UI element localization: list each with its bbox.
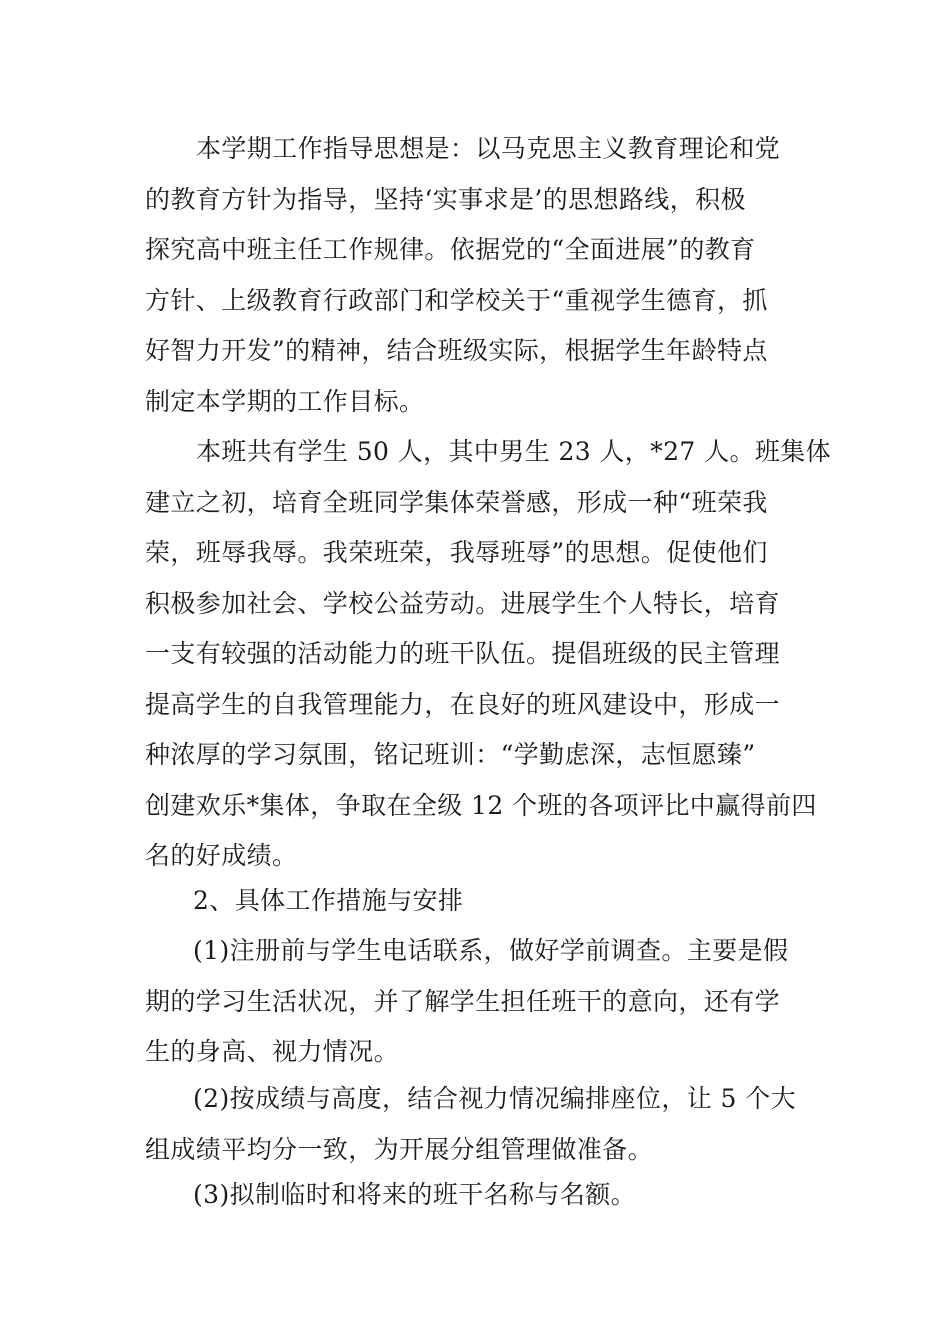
text-line: 提高学生的自我管理能力，在良好的班风建设中，形成一 bbox=[145, 689, 781, 719]
text-line: 方针、上级教育行政部门和学校关于“重视学生德育，抓 bbox=[145, 285, 768, 315]
text-line: 生的身高、视力情况。 bbox=[145, 1037, 400, 1066]
text-line: 创建欢乐*集体，争取在全级 12 个班的各项评比中赢得前四 bbox=[145, 790, 817, 820]
text-line: 种浓厚的学习氛围，铭记班训：“学勤虑深，志恒愿臻” bbox=[145, 740, 756, 769]
text-line: 期的学习生活状况，并了解学生担任班干的意向，还有学 bbox=[145, 986, 781, 1016]
text-line: 本学期工作指导思想是：以马克思主义教育理论和党 bbox=[196, 134, 781, 163]
text-line: 制定本学期的工作目标。 bbox=[145, 386, 425, 416]
text-line: 2、具体工作措施与安排 bbox=[193, 886, 464, 915]
section-heading bbox=[145, 876, 807, 927]
text-line: 积极参加社会、学校公益劳动。进展学生个人特长，培育 bbox=[145, 588, 781, 618]
paragraph-step-2 bbox=[145, 1074, 807, 1175]
text-line: 名的好成绩。 bbox=[145, 841, 298, 870]
paragraph-step-3 bbox=[145, 1170, 807, 1221]
text-line: (1)注册前与学生电话联系，做好学前调查。主要是假 bbox=[193, 936, 789, 965]
text-line: 荣，班辱我辱。我荣班荣，我辱班辱”的思想。促使他们 bbox=[145, 538, 768, 567]
text-line: 组成绩平均分一致，为开展分组管理做准备。 bbox=[145, 1134, 654, 1164]
text-line: (3)拟制临时和将来的班干名称与名额。 bbox=[193, 1180, 637, 1209]
text-line: 探究高中班主任工作规律。依据党的“全面进展”的教育 bbox=[145, 235, 756, 264]
paragraph-guiding-thought bbox=[145, 124, 807, 427]
text-line: 建立之初，培育全班同学集体荣誉感，形成一种“班荣我 bbox=[145, 487, 768, 517]
paragraph-class-overview bbox=[145, 427, 832, 882]
text-line: 一支有较强的活动能力的班干队伍。提倡班级的民主管理 bbox=[145, 639, 781, 668]
paragraph-step-1 bbox=[145, 926, 807, 1078]
text-line: 本班共有学生 50 人，其中男生 23 人，*27 人。班集体 bbox=[196, 437, 832, 466]
text-line: 的教育方针为指导，坚持‘实事求是’的思想路线，积极 bbox=[145, 184, 746, 214]
text-line: (2)按成绩与高度，结合视力情况编排座位，让 5 个大 bbox=[193, 1084, 797, 1113]
text-line: 好智力开发”的精神，结合班级实际，根据学生年龄特点 bbox=[145, 336, 768, 365]
